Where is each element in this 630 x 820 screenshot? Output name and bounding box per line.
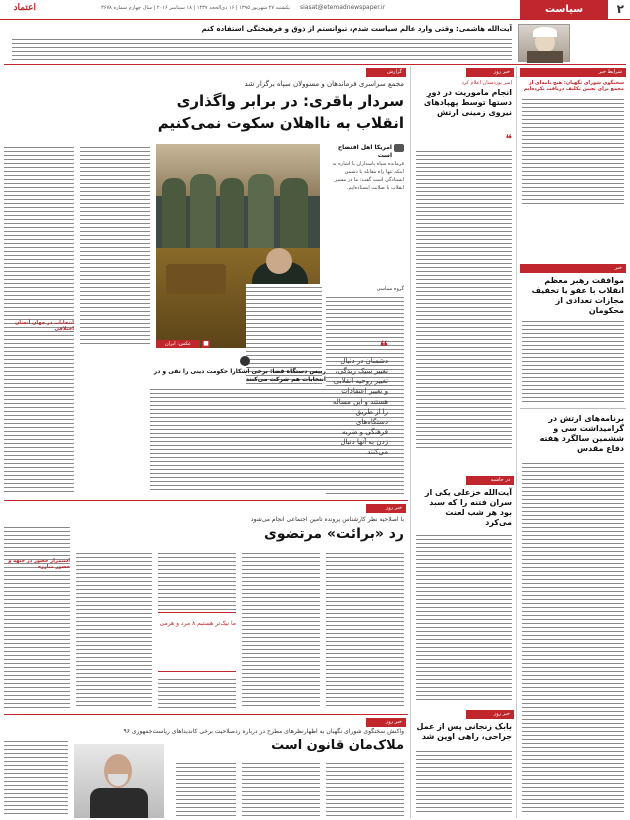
spokesman-photo: [74, 744, 164, 818]
sub-story-headline: رییس دستگاه قضا: برخی آشکارا حکومت دینی را نفی و در انتخابات هم شرکت می‌کنند: [153, 368, 326, 383]
right-block2-headline: موافقت رهبر معظم انقلاب با عفو یا تخفیف مجازات تعدادی از محکومان: [531, 276, 624, 315]
page-header: [0, 0, 630, 20]
right-block1-headline: سخنگوی شورای نگهبان: هیچ نامه‌ای از مجمع برای تعیین تکلیف دریافت نکرده‌ایم: [523, 80, 624, 93]
bottom-pull-quote: ما نیک‌تر هستیم ۸ مرد و هرمی: [159, 620, 236, 627]
tag-right-2: خبر: [520, 264, 626, 273]
bottom2-story-tag: خبر روز: [366, 718, 406, 727]
big-quote-text: دشمنان در دنبال تغییر سبک زندگی، تغییر روحیه انقلابی و تغییر اعتقادات هستند و این مساله را از طریق دستگاه‌های فرهنگی و ضربه زدن به آنها دنبال می‌کنند.: [332, 357, 388, 457]
speech-icon: [394, 144, 404, 152]
sub-story-icon: [240, 356, 250, 366]
big-quote: [332, 337, 388, 500]
bottom-story-headline: رد «برائت» مرتضوی: [264, 526, 404, 542]
right-block3-headline: برنامه‌های ارتش در گرامیداشت سی و ششمین سالگرد هفته دفاع مقدس: [539, 414, 624, 453]
news-group: گروه سیاسی: [376, 286, 404, 292]
left-link-2[interactable]: استمرار حضور در جبهه و حضور مبارزه: [8, 558, 70, 571]
author-photo: [518, 24, 570, 62]
main-headline-2: انقلاب به نااهلان سکوت نمی‌کنیم: [157, 114, 404, 132]
right-column: [520, 68, 626, 818]
mid-block2-headline: آیت‌الله خزعلی یکی از سران فتنه را که سبد بود هر شب لعنت می‌کرد: [424, 488, 512, 527]
mid-block3-headline: بابک زنجانی پس از عمل جراحی، راهی اوین شد: [416, 722, 512, 741]
main-story-tag: گزارش: [366, 68, 406, 77]
quote-mark-icon: ❝: [379, 337, 388, 356]
bottom2-story-kicker: واکنش سخنگوی شورای نگهبان به اظهارنظرهای مطرح در درباره ردصلاحیت برخی کاندیداهای ریاست‌جمهوری ۹۶: [123, 728, 404, 735]
bottom-story-tag: خبر روز: [366, 504, 406, 513]
tag-mid-2: در حاشیه: [466, 476, 514, 485]
main-headline-1: سردار باقری: در برابر واگذاری: [176, 92, 404, 110]
photo-credit: عکس: ایران: [156, 340, 200, 348]
left-link-1[interactable]: انتخابات در جهان آنچنان اختلافی: [15, 320, 74, 333]
newspaper-logo: اعتماد: [13, 3, 36, 13]
mid-block1-kicker: امیر پوردستان اعلام کرد: [461, 80, 512, 86]
section-label: سیاست: [520, 0, 608, 19]
main-story-kicker: مجمع سراسری فرماندهان و مسوولان سپاه برگزار شد: [244, 80, 404, 88]
top-story: [4, 22, 574, 62]
sub-story: [150, 356, 326, 496]
tag-right-1: شرایط خبر: [520, 68, 626, 77]
quote-box-title: امریکا اهل افتضاح است: [337, 144, 392, 159]
issue-line: یکشنبه ۲۷ شهریور ۱۳۹۵ | ۱۶ ذی‌الحجه ۱۴۳۷ | ۱۸ سپتامبر ۲۰۱۶ | سال چهارم شماره ۳۶۷۸: [101, 5, 290, 11]
middle-column: [414, 68, 514, 818]
page-number: ۲: [616, 2, 624, 16]
quote-icon: ❝: [505, 132, 512, 146]
bottom2-story: [4, 718, 406, 818]
section-email[interactable]: siasat@etemadnewspaper.ir: [300, 4, 386, 11]
camera-icon: ■: [203, 340, 209, 347]
top-story-title: آیت‌الله هاشمی: وقتی وارد عالم سیاست شدم، تبوانستم از ذوق و فرهیختگی استفاده کنم: [201, 25, 512, 33]
bottom-story-kicker: با اصلاحیه نظر کارشناس پرونده تامین اجتماعی انجام می‌شود: [250, 516, 404, 523]
bottom-story: [4, 504, 406, 712]
tag-mid-3: خبر روز: [466, 710, 514, 719]
top-story-body: [12, 36, 512, 62]
tag-mid-1: خبر روز: [466, 68, 514, 77]
bottom-quote-box: [158, 612, 236, 672]
mid-block1-headline: انجام ماموریت در دورِ دستها توسط پهپادهای نیروی زمینی ارتش: [423, 88, 512, 117]
quote-box-body: فرمانده سپاه پاسداران با اشاره به اینکه تنها راه مقابله با دشمن ایستادگی است گفت: ما در مسیر انقلاب با صلابت ایستاده‌ایم.: [332, 161, 404, 191]
bottom2-story-headline: ملاک‌مان قانون است: [271, 738, 404, 753]
